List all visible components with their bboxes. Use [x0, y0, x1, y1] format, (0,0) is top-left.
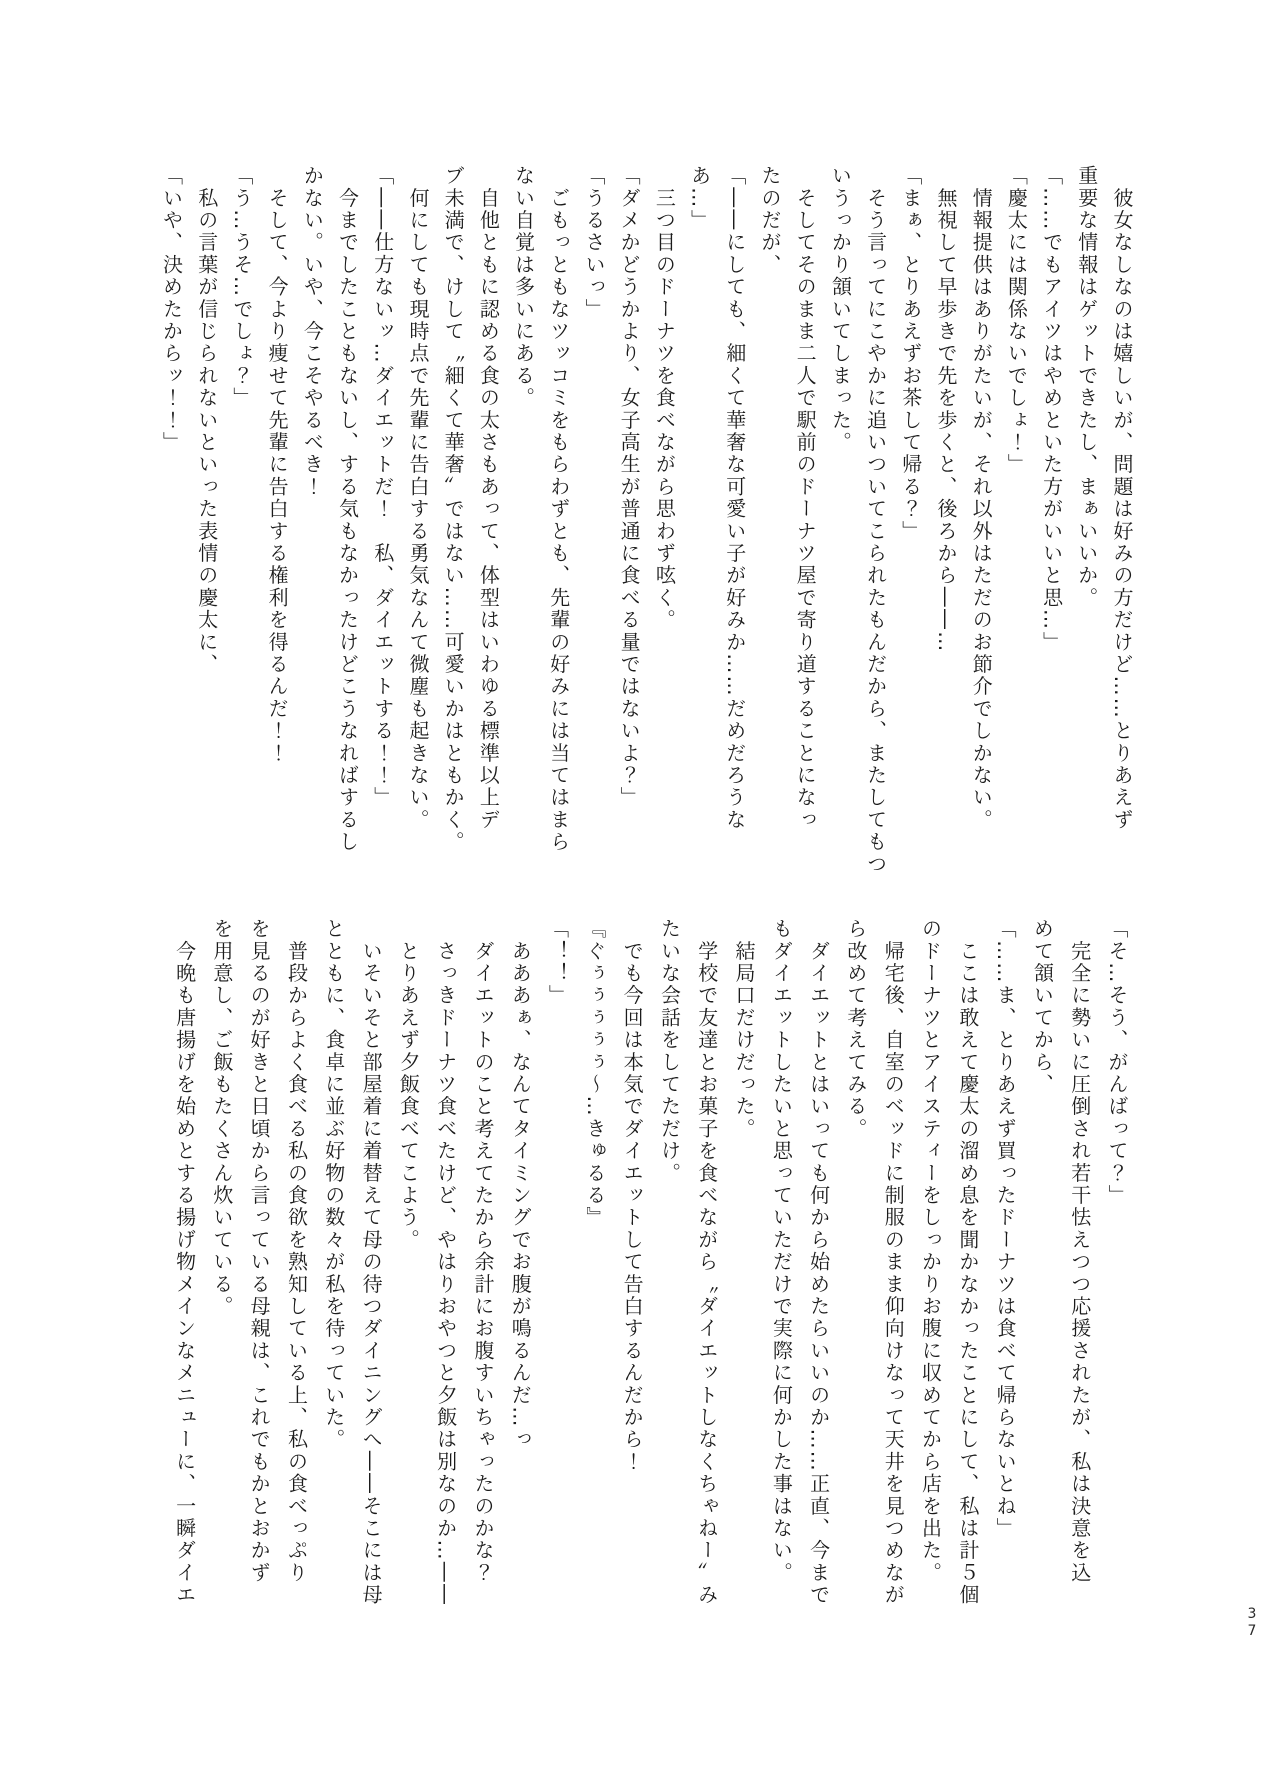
text-column: あああぁ、なんてタイミングでお腹が鳴るんだ…っ [508, 918, 533, 1451]
text-column: 「――仕方ないッ…ダイエットだ！ 私、ダイエットする！！」 [370, 165, 395, 809]
text-column: たのだが、 [757, 165, 782, 276]
text-column: 私の言葉が信じられないといった表情の慶太に、 [194, 165, 219, 676]
text-column: ダイエットとはいっても何から始めたらいいのか……正直、今まで [806, 918, 831, 1607]
text-column: ら改めて考えてみる。 [843, 918, 868, 1140]
text-column: ブ未満で、けして〝細くて華奢〟ではない……可愛いかはともかく。 [441, 165, 466, 854]
text-column: 自他ともに認める食の太さもあって、体型はいわゆる標準以上デ [476, 165, 501, 831]
text-column: 「！！」 [545, 918, 570, 1007]
text-column: を見るのが好きと日頃から言っている母親は、これでもかとおかず [247, 918, 272, 1584]
text-column: 「そ…そう、がんばって？」 [1105, 918, 1129, 1207]
text-column: そして、今より痩せて先輩に告白する権利を得るんだ！！ [265, 165, 290, 765]
text-column: あ…」 [687, 165, 712, 232]
text-column: 「うるさいっ」 [581, 165, 606, 321]
text-column: とりあえず夕飯食べてこよう。 [396, 918, 421, 1251]
text-column: ここは敢えて慶太の溜め息を聞かなかったことにして、私は計５個 [955, 918, 980, 1607]
text-column: いうっかり頷いてしまった。 [828, 165, 853, 454]
text-column: たいな会話をしてただけ。 [657, 918, 682, 1185]
text-column: のドーナツとアイスティーをしっかりお腹に収めてから店を出た。 [918, 918, 943, 1584]
text-column: 普段からよく食べる私の食欲を熟知している上、私の食べっぷり [284, 918, 309, 1584]
text-column: 重要な情報はゲットできたし、まぁいいか。 [1074, 165, 1099, 609]
text-column: ない自覚は多いにある。 [511, 165, 536, 410]
text-column: 「う…うそ…でしょ？」 [229, 165, 254, 410]
text-column: 「……ま、とりあえず買ったドーナツは食べて帰らないとね」 [993, 918, 1018, 1540]
text-column: 今までしたこともないし、する気もなかったけどこうなればするし [335, 165, 360, 854]
upper-text-block [152, 165, 1139, 881]
lower-text-block [165, 918, 1135, 1618]
text-column: ダイエットのこと考えてたから余計にお腹すいちゃったのかな？ [470, 918, 495, 1584]
page-number: 37 [1244, 1606, 1260, 1640]
text-column: もダイエットしたいと思っていただけで実際に何かした事はない。 [769, 918, 794, 1584]
text-column: 今晩も唐揚げを始めとする揚げ物メインなメニューに、一瞬ダイエ [172, 918, 197, 1607]
text-column: 結局口だけだった。 [732, 918, 757, 1140]
text-column: 「……でもアイツはやめといた方がいいと思…」 [1039, 165, 1064, 654]
text-column: いそいそと部屋着に着替えて母の待つダイニングへ――そこには母 [359, 918, 384, 1607]
text-column: 三つ目のドーナツを食べながら思わず呟く。 [652, 165, 677, 632]
text-column: 完全に勢いに圧倒され若干怯えつつ応援されたが、私は決意を込 [1067, 918, 1092, 1584]
text-column: 『ぐぅぅぅぅぅ〜…きゅるる』 [582, 918, 607, 1229]
text-column: ごもっともなツッコミをもらわずとも、先輩の好みには当てはまら [546, 165, 571, 854]
text-column: そしてそのまま二人で駅前のドーナツ屋で寄り道することになっ [793, 165, 818, 831]
text-column: 情報提供はありがたいが、それ以外はただのお節介でしかない。 [969, 165, 994, 831]
text-column: 何にしても現時点で先輩に告白する勇気なんて微塵も起きない。 [405, 165, 430, 831]
text-column: かない。いや、今こそやるべき！ [300, 165, 325, 498]
text-column: とともに、食卓に並ぶ好物の数々が私を待っていた。 [321, 918, 346, 1451]
text-column: 「いや、決めたからッ！！」 [159, 165, 184, 454]
text-column: さっきドーナツ食べたけど、やはりおやつと夕飯は別なのか…―― [433, 918, 458, 1607]
text-column: 「慶太には関係ないでしょ！」 [1004, 165, 1029, 476]
text-column: を用意し、ご飯もたくさん炊いている。 [209, 918, 234, 1318]
text-column: 無視して早歩きで先を歩くと、後ろから――… [933, 165, 958, 654]
text-column: 彼女なしなのは嬉しいが、問題は好みの方だけど……とりあえず [1110, 165, 1134, 831]
text-column: 学校で友達とお菓子を食べながら〝ダイエットしなくちゃねー〟み [694, 918, 719, 1607]
text-column: 帰宅後、自室のベッドに制服のまま仰向けなって天井を見つめなが [881, 918, 906, 1607]
text-column: そう言ってにこやかに追いついてこられたもんだから、またしてもつ [863, 165, 888, 876]
text-column: めて頷いてから、 [1030, 918, 1055, 1096]
text-column: 「ダメかどうかより、女子高生が普通に食べる量ではないよ？」 [617, 165, 642, 809]
text-column: でも今回は本気でダイエットして告白するんだから！ [620, 918, 645, 1473]
text-column: 「――にしても、細くて華奢な可愛い子が好みか……だめだろうな [722, 165, 747, 831]
text-column: 「まぁ、とりあえずお茶して帰る？」 [898, 165, 923, 543]
